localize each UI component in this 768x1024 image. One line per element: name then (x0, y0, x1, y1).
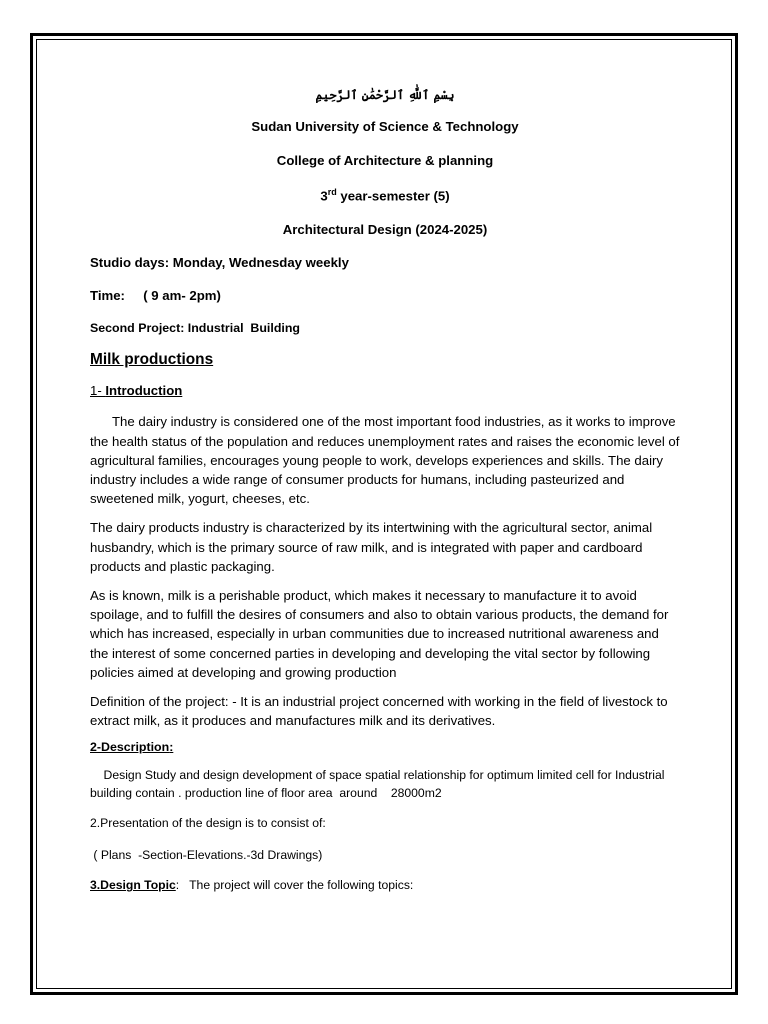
intro-paragraph-1: The dairy industry is considered one of the most important food industries, as it works to improve the health status of the population and reduces unemployment rates and raises the economic level of agricultural families, encourages young people to work, develops experiences and skills. The dairy industry includes a wide range of consumer products for humans, including pasteurized and sweetened milk, yogurt, cheeses, etc. (90, 414, 684, 507)
intro-paragraph-2: The dairy products industry is characterized by its intertwining with the agricultural sector, animal husbandry, which is the primary source of raw milk, and is integrated with paper and cardboard products and plastic packaging. (90, 520, 653, 574)
introduction-heading (90, 383, 680, 398)
year-rest: year-semester (5) (336, 188, 450, 204)
description-label: 2-Description (90, 740, 170, 755)
college-name: College of Architecture & planning (276, 153, 494, 168)
description-colon: : (169, 740, 174, 755)
year-suffix: rd (327, 187, 337, 197)
intro-paragraph-3: As is known, milk is a perishable product, which makes it necessary to manufacture it to avoid spoilage, and to fulfill the desires of consumers and also to obtain various products, the demand for which has increased, especially in urban communities due to increased nutritional awareness and the interest of some concerned parties in developing and developing the vital sector by following policies aimed at developing and growing production (90, 588, 669, 680)
description-heading (90, 740, 680, 754)
design-topic-label: 3.Design Topic (90, 878, 176, 893)
course-title: Architectural Design (2024-2025) (282, 222, 488, 238)
description-text: Design Study and design development of space spatial relationship for optimum limited cell for Industrial building contain . production line of floor area around 28000m2 (90, 768, 668, 801)
section-title: Milk productions (90, 351, 214, 369)
design-topic-line (90, 878, 680, 892)
introduction-number: 1- (90, 383, 106, 399)
design-topic-text: : The project will cover the following topics: (175, 878, 414, 893)
bismillah-text: بِسْمِ ٱللَّٰهِ ٱلرَّحْمَٰنِ ٱلرَّحِيمِ (315, 88, 455, 102)
year-semester (90, 187, 680, 203)
project-definition: Definition of the project: - It is an industrial project concerned with working in the field of livestock to extract milk, as it produces and manufactures milk and its derivatives. (90, 694, 668, 729)
introduction-label: Introduction (105, 383, 183, 399)
document-page (90, 88, 684, 893)
project-title: Second Project: Industrial Building (90, 321, 300, 336)
year-number: 3 (320, 188, 328, 204)
studio-days: Studio days: Monday, Wednesday weekly (90, 255, 349, 271)
drawings-list: ( Plans -Section-Elevations.-3d Drawings) (90, 848, 323, 863)
presentation-text: 2.Presentation of the design is to consist of: (90, 816, 326, 831)
university-name: Sudan University of Science & Technology (251, 119, 519, 134)
studio-time: Time: ( 9 am- 2pm) (90, 288, 221, 304)
